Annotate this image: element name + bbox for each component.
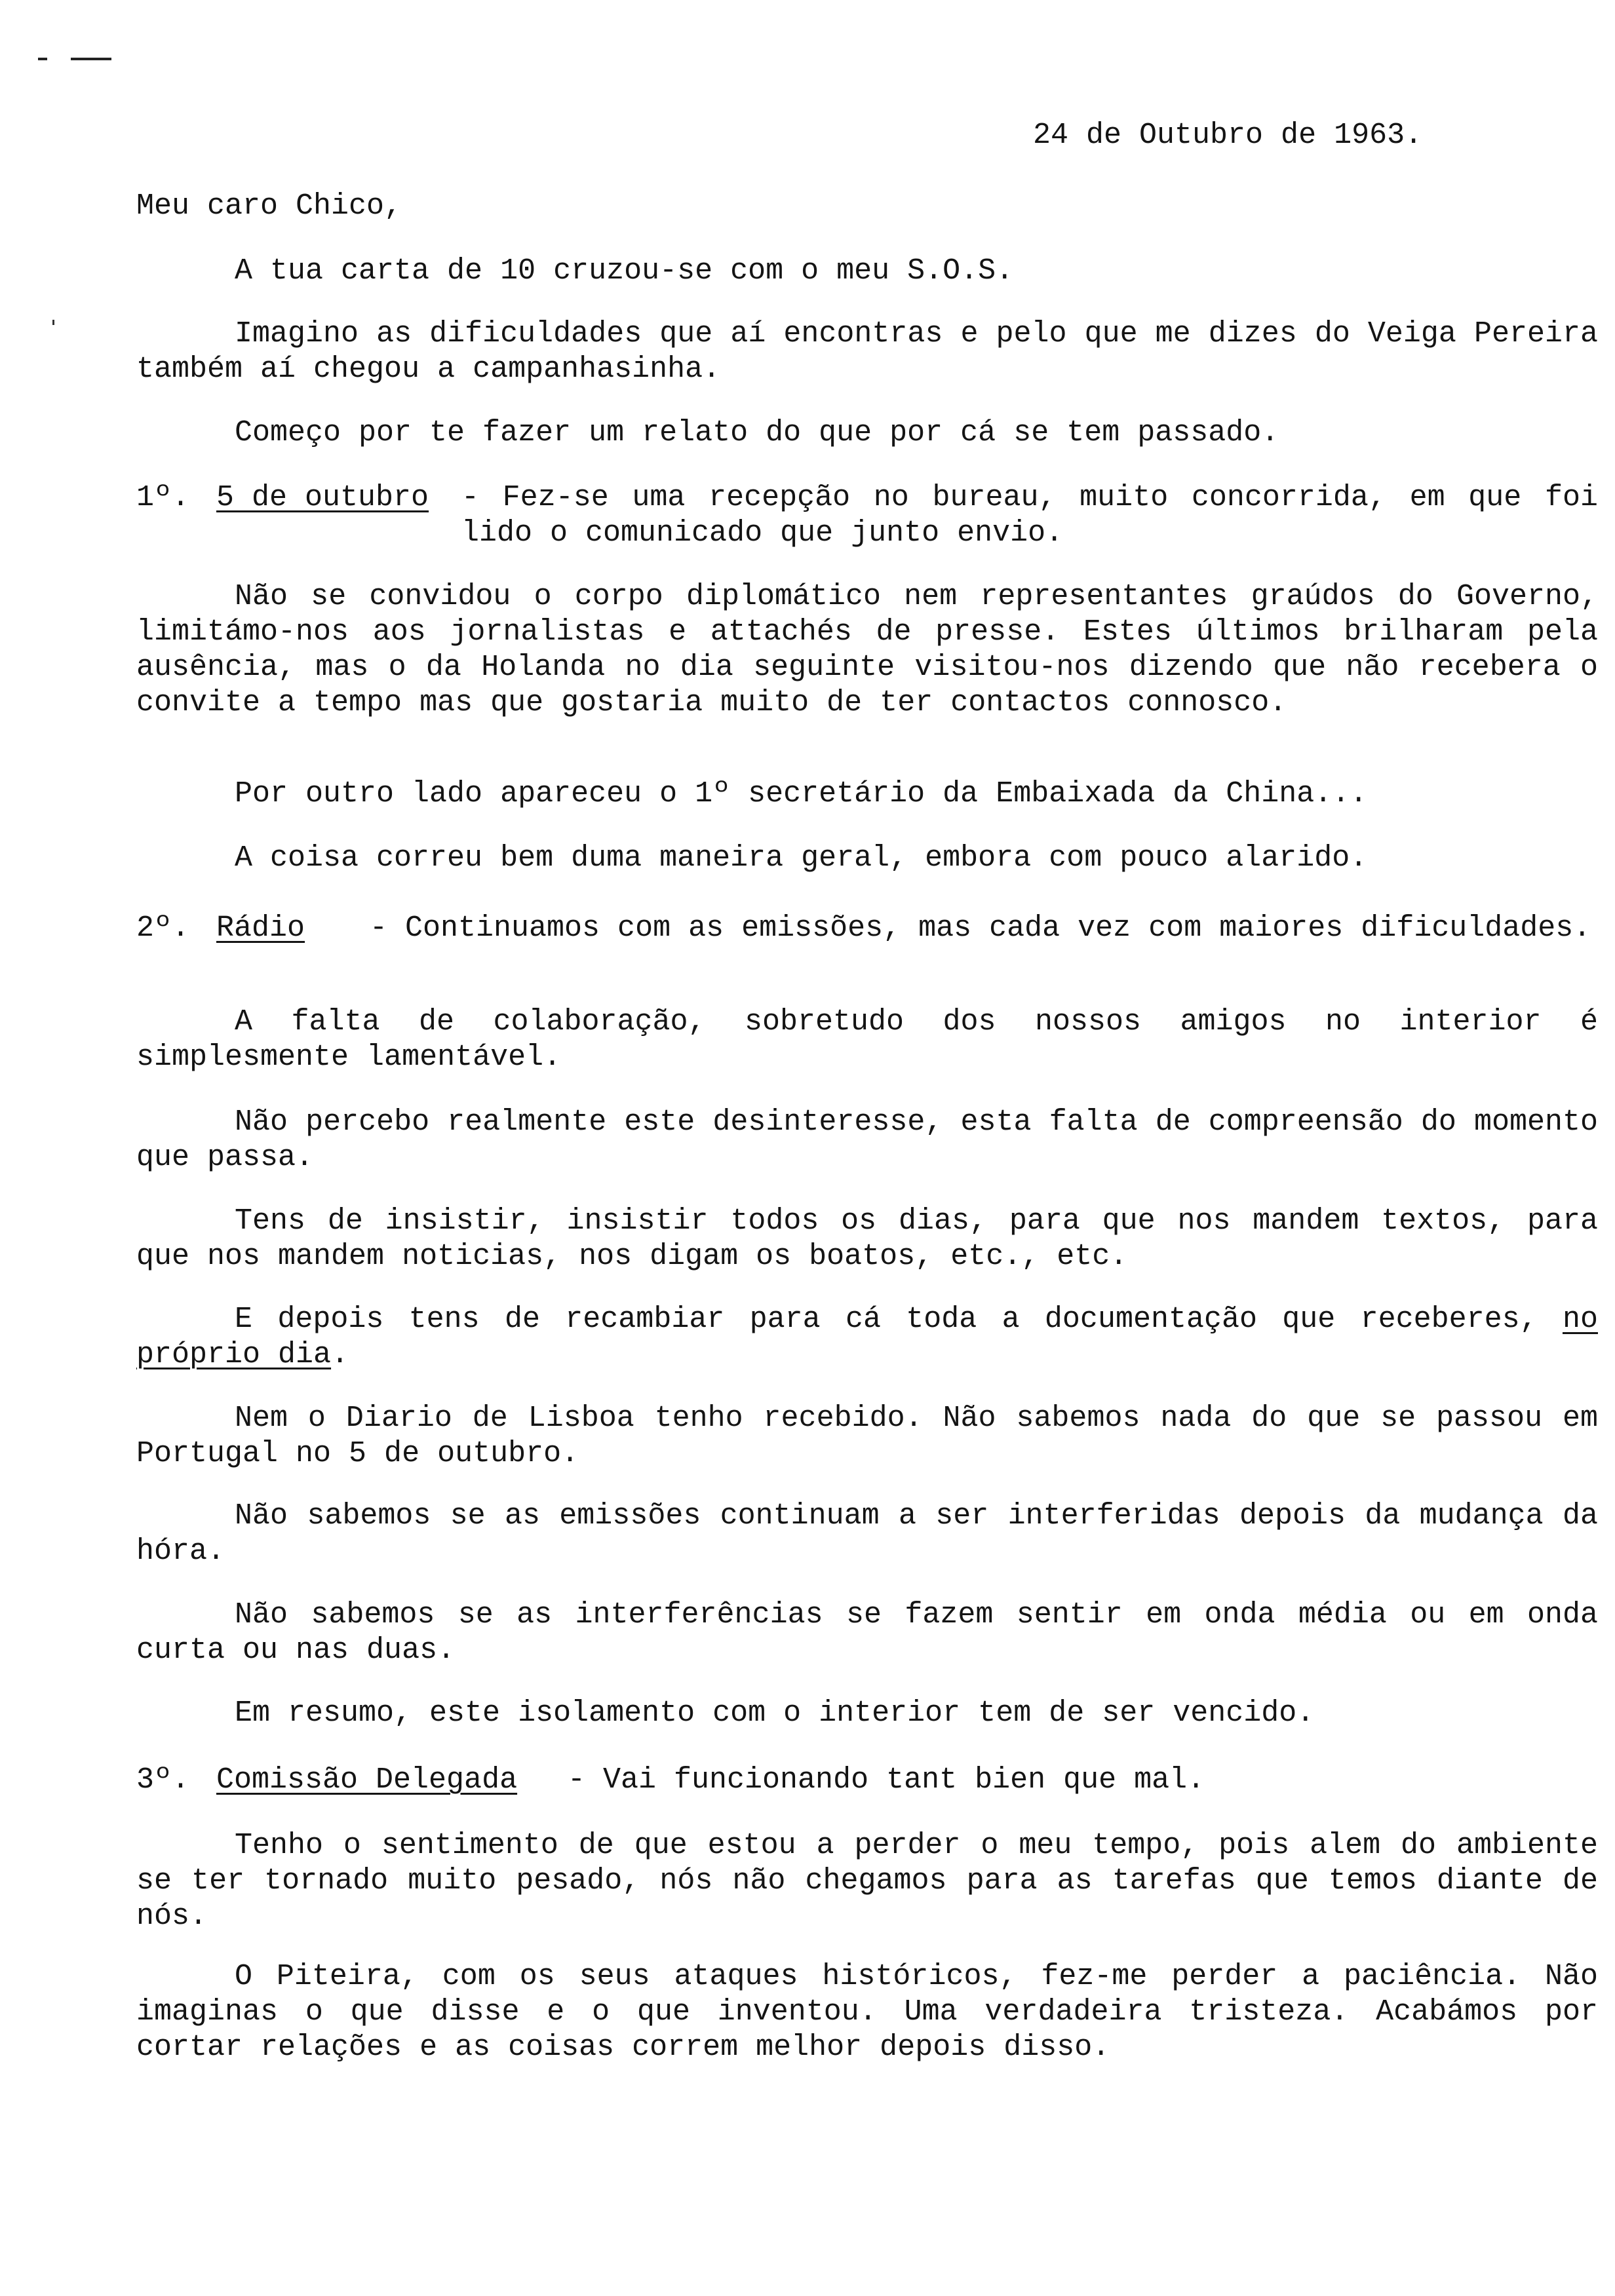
item-text: - Fez-se uma recepção no bureau, muito concorrida, em que foi lido o comunicado que junto envio. — [461, 481, 1598, 550]
paragraph: E depois tens de recambiar para cá toda a documentação que receberes, no próprio dia. — [136, 1303, 1598, 1371]
item-text: - Continuamos com as emissões, mas cada vez com maiores dificuldades. — [370, 911, 1591, 945]
paragraph: Não sabemos se as interferências se fazem sentir em onda média ou em onda curta ou nas duas. — [136, 1598, 1598, 1667]
salutation: Meu caro Chico, — [136, 189, 402, 223]
page-mark — [71, 58, 111, 60]
item-heading: 5 de outubro — [216, 481, 429, 514]
item-heading: Rádio — [216, 911, 305, 945]
paragraph: Imagino as dificuldades que aí encontras e pelo que me dizes do Veiga Pereira também aí chegou a campanhasinha. — [136, 317, 1598, 386]
paragraph: Não se convidou o corpo diplomático nem representantes graúdos do Governo, limitámo-nos aos jornalistas e attachés de presse. Estes últimos brilharam pela ausência, mas o da Holanda no dia seguinte visitou-nos dizendo que não recebera o convite a tempo mas que gostaria muito de ter contactos connosco. — [136, 580, 1598, 719]
item-text: - Vai funcionando tant bien que mal. — [568, 1763, 1205, 1797]
letter-date: 24 de Outubro de 1963. — [1033, 119, 1423, 152]
page-mark — [52, 320, 54, 325]
paragraph: Por outro lado apareceu o 1º secretário da Embaixada da China... — [235, 777, 1368, 811]
paragraph: Não percebo realmente este desinteresse, esta falta de compreensão do momento que passa. — [136, 1105, 1598, 1174]
paragraph: A coisa correu bem duma maneira geral, embora com pouco alarido. — [235, 841, 1368, 875]
paragraph: Tens de insistir, insistir todos os dias, para que nos mandem textos, para que nos mandem noticias, nos digam os boatos, etc., etc. — [136, 1204, 1598, 1273]
paragraph: Em resumo, este isolamento com o interior tem de ser vencido. — [235, 1696, 1315, 1730]
item-number: 2º. — [136, 911, 190, 945]
paragraph: A tua carta de 10 cruzou-se com o meu S.O.S. — [235, 254, 1014, 288]
item-number: 3º. — [136, 1763, 190, 1797]
item-heading: Comissão Delegada — [216, 1763, 518, 1797]
paragraph: Nem o Diario de Lisboa tenho recebido. Não sabemos nada do que se passou em Portugal no 5 de outubro. — [136, 1402, 1598, 1470]
paragraph: A falta de colaboração, sobretudo dos nossos amigos no interior é simplesmente lamentável. — [136, 1005, 1598, 1074]
paragraph: Tenho o sentimento de que estou a perder o meu tempo, pois alem do ambiente se ter tornado muito pesado, nós não chegamos para as tarefas que temos diante de nós. — [136, 1829, 1598, 1933]
paragraph: Não sabemos se as emissões continuam a ser interferidas depois da mudança da hóra. — [136, 1499, 1598, 1568]
paragraph: Começo por te fazer um relato do que por cá se tem passado. — [235, 416, 1279, 450]
page-mark — [38, 58, 47, 60]
underlined-phrase: no próprio dia — [136, 1303, 1598, 1371]
item-number: 1º. — [136, 481, 190, 514]
paragraph: O Piteira, com os seus ataques históricos, fez-me perder a paciência. Não imaginas o que disse e o que inventou. Uma verdadeira tristeza. Acabámos por cortar relações e as coisas correm melhor depois disso. — [136, 1960, 1598, 2064]
